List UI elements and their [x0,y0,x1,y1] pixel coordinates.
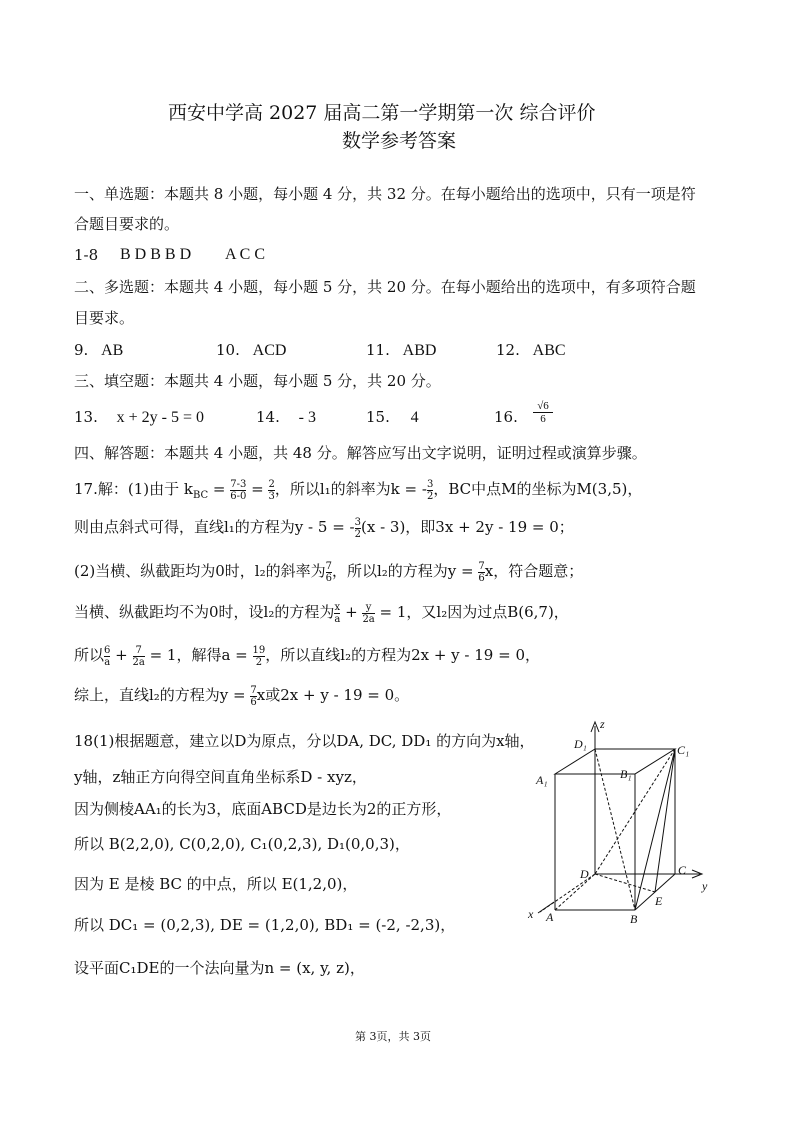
label-C: C [678,863,687,877]
edge-AD [555,874,595,910]
list-item [366,408,419,427]
q17-line5: 所以 $\frac{6}{a}$ + $\frac{7}{2a}$ = 1，解得a = $\frac{19}{2}$ ，所以直线l₂的方程为2x + y - 19 = 0， [74,644,540,668]
section2-heading-cont: 目要求。 [74,309,135,327]
label-x: x [528,907,534,921]
label-z: z [600,717,605,731]
list-item [256,408,316,427]
section1-heading-cont: 合题目要求的。 [74,215,180,233]
item-number: 15. [366,408,390,426]
q18-line3: 因为侧棱AA₁的长为3，底面ABCD是边长为2的正方形， [74,800,452,818]
item-number: 14. [256,408,280,426]
top-face [555,749,675,774]
label-y: y [702,879,708,893]
label-C1: C₁ [677,743,690,757]
item-number: 9. [74,341,89,359]
q18-line2: y轴，z轴正方向得空间直角坐标系D - xyz， [74,768,367,786]
item-answer: ABC [532,342,566,359]
list-item [74,341,123,360]
item-answer: ABD [402,342,437,359]
cuboid-figure [510,712,730,937]
section4-heading: 四、解答题：本题共 4 小题，共 48 分。解答应写出文字说明，证明过程或演算步骤。 [74,444,647,462]
page-number: 第 3页，共 3页 [355,1030,431,1043]
label-A: A [546,910,554,924]
label-B1: B₁ [620,767,632,781]
fraction: $\frac{7}{6}$ [478,560,485,584]
fraction-numerator: √6 [533,400,553,413]
fraction: $\frac{7}{2a}$ [132,644,145,668]
item-number: 12. [496,341,520,359]
section1-heading: 一、单选题：本题共 8 小题，每小题 4 分，共 32 分。在每小题给出的选项中，只有一项是符 [74,185,696,203]
section1-answers-a: B D B B D [120,246,192,263]
segment-DE [595,874,655,892]
section3-heading: 三、填空题：本题共 4 小题，每小题 5 分，共 20 分。 [74,372,441,390]
page-subtitle: 数学参考答案 [342,130,457,152]
fraction: $\frac{19}{2}$ [252,644,266,668]
q17-line4: 当横、纵截距均不为0时，设l₂的方程为 $\frac{x}{a}$ + $\frac{y}{2a}$ = 1，又l₂因为过点B(6,7)， [74,601,569,625]
fraction: $\frac{7}{6}$ [250,684,257,708]
item-answer: - 3 [298,409,316,426]
fraction: $\frac{3}{2}$ [354,516,361,540]
label-A1: A₁ [536,773,548,787]
item-number: 16. [494,408,518,426]
item-answer: x + 2y - 5 = 0 [116,409,205,426]
list-item [494,408,518,426]
fraction: $\frac{y}{2a}$ [362,601,375,625]
q18-line1: 18(1)根据题意，建立以D为原点，分以DA, DC, DD₁ 的方向为x轴， [74,732,535,750]
fraction: $\frac{2}{3}$ [268,478,275,502]
section1-range: 1-8 [74,246,99,264]
item-number: 13. [74,408,98,426]
section2-heading: 二、多选题：本题共 4 小题，每小题 5 分，共 20 分。在每小题给出的选项中，有多项符合题 [74,278,696,296]
q17-line1: 17.解：(1)由于 $k_{BC}$ = $\frac{7-3}{6-0}$ = $\frac{2}{3}$ ，所以l₁的斜率为k = - $\frac{3}{2}$ ，BC中点M的坐标为M(3,5)， [74,478,643,502]
label-B: B [630,912,638,926]
fraction: $\frac{x}{a}$ [334,601,341,625]
list-item [216,341,286,360]
item-number: 11. [366,341,390,359]
q17-line3: (2)当横、纵截距均为0时，l₂的斜率为 $\frac{7}{6}$ ，所以l₂的方程为y = $\frac{7}{6}$ x，符合题意； [74,560,584,584]
q18-line5: 因为 E 是棱 BC 的中点，所以 E(1,2,0)， [74,875,358,893]
fraction: $\frac{7}{6}$ [325,560,332,584]
fraction-denominator: 6 [540,413,546,425]
item-answer: AB [101,342,124,359]
segment-C1B [635,749,675,910]
fraction: $\frac{3}{2}$ [426,478,434,502]
page-title: 西安中学高 2027 届高二第一学期第一次 综合评价 [168,102,596,124]
fraction: $\frac{7-3}{6-0}$ [230,478,247,502]
list-item [496,341,566,360]
q17-line2: 则由点斜式可得，直线l₁的方程为y - 5 = - $\frac{3}{2}$ (x - 3)，即3x + 2y - 19 = 0； [74,516,574,540]
q18-line6: 所以 DC₁ = (0,2,3), DE = (1,2,0), BD₁ = (-2, -2,3)， [74,916,456,934]
q17-line6: 综上，直线l₂的方程为y = $\frac{7}{6}$ x或2x + y - 19 = 0。 [74,684,410,708]
label-D1: D₁ [574,737,587,751]
q18-line4: 所以 B(2,2,0), C(0,2,0), C₁(0,2,3), D₁(0,0,3)， [74,835,410,853]
label-D: D [580,867,589,881]
item-answer: 4 [410,409,419,426]
list-item [366,341,436,360]
fraction-sqrt6-over-6 [533,400,553,425]
fraction: $\frac{6}{a}$ [104,644,111,668]
q18-line7: 设平面C₁DE的一个法向量为n = (x, y, z)， [74,959,365,977]
item-number: 10. [216,341,240,359]
item-answer: ACD [252,342,287,359]
label-E: E [655,894,663,908]
segment-C1E [655,749,675,892]
section1-answers-b: A C C [225,246,266,263]
list-item [74,408,204,427]
